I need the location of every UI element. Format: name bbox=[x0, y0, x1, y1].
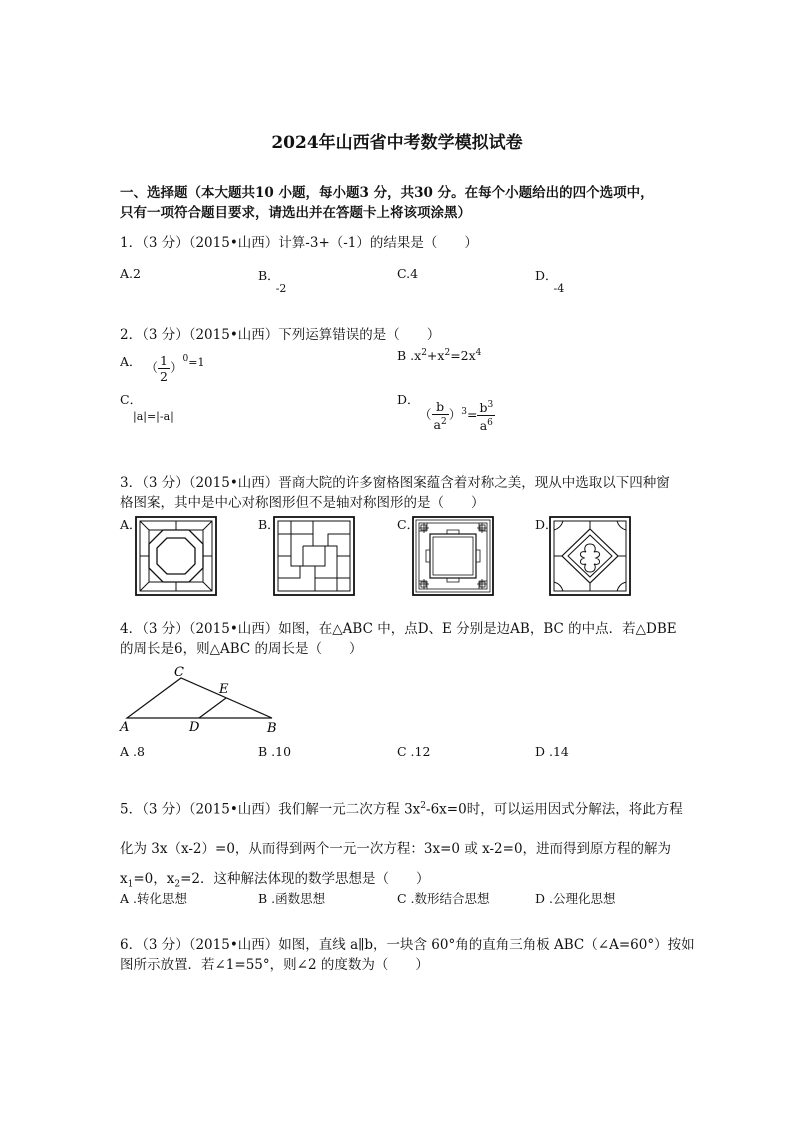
q5-stem-line2: 化为 3x（x-2）=0，从而得到两个一元一次方程：3x=0 或 x-2=0，进而得到原方程的解为 bbox=[120, 841, 672, 857]
q4-stem-line2: 的周长是6，则△ABC 的周长是（ ） bbox=[120, 641, 363, 657]
q3-option-b-label: B． bbox=[258, 517, 280, 532]
q4-option-b: B .10 bbox=[258, 744, 292, 759]
q3-option-a-label: A． bbox=[120, 517, 142, 532]
q1-option-b: B．-2 bbox=[258, 268, 287, 295]
q2-option-c: C． |a|=|-a| bbox=[120, 392, 174, 423]
q1-option-a: A.2 bbox=[120, 266, 141, 281]
q4-option-d: D .14 bbox=[535, 744, 569, 759]
q1-option-d: D．-4 bbox=[535, 268, 565, 295]
label-b: B bbox=[267, 721, 277, 736]
label-d: D bbox=[189, 720, 200, 735]
q4-option-a: A .8 bbox=[120, 744, 145, 759]
triangle-abc bbox=[127, 678, 272, 718]
q2-option-a: A． （ $\frac{1}{2}$ ）$^0$=1 bbox=[120, 353, 205, 384]
q6-stem-line1: 6．（3 分）（2015•山西）如图，直线 a∥b，一块含 60°角的直角三角板 ABC（∠A=60°）按如 bbox=[120, 937, 695, 953]
q4-option-c: C .12 bbox=[397, 744, 431, 759]
q1-stem: 1．（3 分）（2015•山西）计算-3+（-1）的结果是（ ） bbox=[120, 235, 478, 251]
q5-option-a: A .转化思想 bbox=[120, 891, 187, 906]
q3-stem-line1: 3．（3 分）（2015•山西）晋商大院的许多窗格图案蕴含着对称之美，现从中选取以下四种窗 bbox=[120, 475, 670, 491]
q6-stem-line2: 图所示放置．若∠1=55°，则∠2 的度数为（ ） bbox=[120, 957, 429, 973]
label-c: C bbox=[174, 665, 184, 680]
q5-option-b: B .函数思想 bbox=[258, 891, 326, 906]
q3-option-a-pattern bbox=[135, 516, 217, 596]
q5-stem-line3: $x_1=0$，$x_2=2$．这种解法体现的数学思想是（ ） bbox=[120, 871, 430, 890]
q4-triangle-figure bbox=[115, 662, 295, 737]
section-heading-line2: 只有一项符合题目要求，请选出并在答题卡上将该项涂黑） bbox=[120, 205, 471, 221]
q3-option-c-label: C． bbox=[397, 517, 420, 532]
q3-option-d-label: D． bbox=[535, 517, 558, 532]
q2-option-b: B $.x^2+x^2=2x^4$ bbox=[397, 348, 482, 364]
q3-option-c-pattern bbox=[412, 516, 494, 596]
q2-option-d: D． （ $\frac{b}{a^2}$ ）$^3$= $\frac{b^3}{a^6}$ bbox=[397, 392, 494, 434]
section-heading-line1: 一、选择题（本大题共10 小题，每小题3 分，共30 分。在每个小题给出的四个选项中， bbox=[120, 185, 654, 201]
q4-stem-line1: 4．（3 分）（2015•山西）如图，在△ABC 中，点D、E 分别是边AB，BC 的中点．若△DBE bbox=[120, 621, 677, 637]
q3-stem-line2: 格图案，其中是中心对称图形但不是轴对称图形的是（ ） bbox=[120, 495, 485, 511]
label-e: E bbox=[219, 682, 229, 697]
label-a: A bbox=[120, 720, 130, 735]
segment-de bbox=[199, 698, 226, 718]
q5-stem-line1: 5．（3 分）（2015•山西）我们解一元二次方程 $3x^2-6x=0$时，可以运用因式分解法，将此方程 bbox=[120, 801, 683, 818]
q2-stem: 2．（3 分）（2015•山西）下列运算错误的是（ ） bbox=[120, 327, 441, 343]
q5-option-c: C .数形结合思想 bbox=[397, 891, 490, 906]
q5-option-d: D .公理化思想 bbox=[535, 891, 616, 906]
q3-option-d-pattern bbox=[549, 516, 631, 596]
page-title: 2024年山西省中考数学模拟试卷 bbox=[271, 133, 523, 153]
q3-option-b-pattern bbox=[273, 516, 355, 596]
q1-option-c: C.4 bbox=[397, 266, 419, 281]
